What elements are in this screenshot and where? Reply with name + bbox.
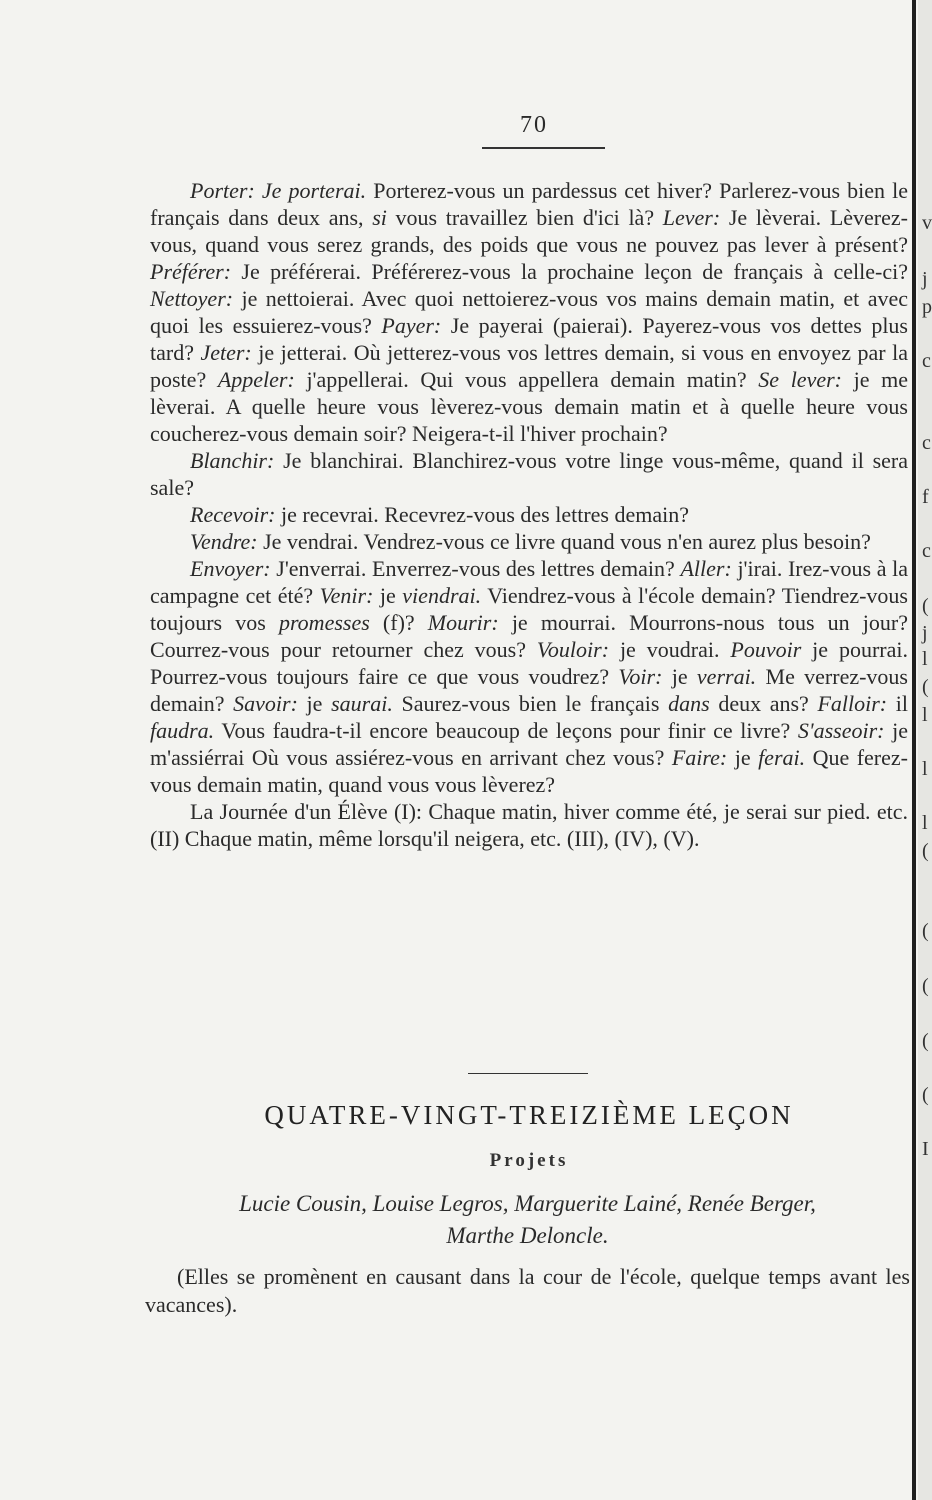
italic-term: Appeler:: [217, 367, 295, 392]
facing-page-letter: (: [922, 676, 929, 698]
text-run: (f)?: [369, 610, 428, 635]
text-run: Je préférerai. Préférerez-vous la prochaine leçon de français à celle-ci?: [231, 259, 908, 284]
italic-term: Jeter:: [200, 340, 252, 365]
body-paragraph: [150, 555, 908, 798]
italic-term: faudra.: [150, 718, 215, 743]
text-run: deux ans?: [709, 691, 818, 716]
italic-term: Lever:: [662, 205, 721, 230]
italic-term: Payer:: [381, 313, 442, 338]
text-run: je: [727, 745, 759, 770]
facing-page-letter: j: [922, 268, 928, 290]
italic-term: Pouvoir: [730, 637, 802, 662]
lesson-body-text: [150, 177, 908, 852]
text-run: je: [373, 583, 403, 608]
italic-term: dans: [668, 691, 710, 716]
italic-term: Aller:: [680, 556, 732, 581]
body-paragraph: [150, 528, 908, 555]
italic-term: Blanchir:: [190, 448, 275, 473]
facing-page-letter: I: [922, 1138, 929, 1160]
text-run: je voudrai.: [609, 637, 731, 662]
facing-page-letter: p: [922, 296, 932, 318]
section-divider: [468, 1073, 588, 1074]
body-paragraph: [150, 177, 908, 447]
lesson-subtitle: Projets: [489, 1150, 569, 1171]
facing-page-letter: j: [922, 622, 928, 644]
italic-term: promesses: [278, 610, 370, 635]
body-paragraph: [150, 501, 908, 528]
text-run: je m'assiérrai Où vous assiérez-vous en arrivant chez vous?: [150, 718, 908, 770]
facing-page-letter: l: [922, 704, 928, 726]
character-list-line: Marthe Deloncle.: [446, 1223, 609, 1248]
text-run: je nettoierai. Avec quoi nettoierez-vous vos mains demain matin, et avec quoi les essuierez-vous?: [150, 286, 908, 338]
facing-page-letter: (: [922, 920, 929, 942]
italic-term: Faire:: [671, 745, 728, 770]
text-run: Saurez-vous bien le français: [392, 691, 669, 716]
italic-term: Mourir:: [427, 610, 499, 635]
italic-term: Envoyer:: [190, 556, 271, 581]
text-run: Vous faudra-t-il encore beaucoup de leçons pour finir ce livre?: [214, 718, 798, 743]
facing-page-letter: (: [922, 975, 929, 997]
page-number: 70: [520, 112, 548, 138]
italic-term: S'asseoir:: [797, 718, 885, 743]
italic-term: Recevoir:: [190, 502, 276, 527]
text-run: La Journée d'un Élève (I): Chaque matin, hiver comme été, je serai sur pied. etc. (II) Chaque matin, même lorsqu'il neigera, etc. (III), (IV), (V).: [150, 799, 908, 851]
facing-page-letter: c: [922, 432, 931, 454]
italic-term: saurai.: [331, 691, 393, 716]
italic-term: Nettoyer:: [150, 286, 234, 311]
body-paragraph: [150, 798, 908, 852]
italic-term: Falloir:: [817, 691, 888, 716]
italic-term: Vendre:: [190, 529, 258, 554]
italic-term: Vouloir:: [536, 637, 610, 662]
text-run: je me lèverai. A quelle heure vous lèverez-vous demain matin et à quelle heure vous coucherez-vous demain soir? Neigera-t-il l'hiver prochain?: [150, 367, 908, 446]
text-run: J'enverrai. Enverrez-vous des lettres demain?: [270, 556, 681, 581]
italic-term: Porter: Je porterai.: [190, 178, 367, 203]
facing-page-letter: c: [922, 350, 931, 372]
text-run: je: [297, 691, 332, 716]
text-run: vous travaillez bien d'ici là?: [386, 205, 663, 230]
italic-term: Préférer:: [150, 259, 232, 284]
italic-term: verrai.: [696, 664, 757, 689]
text-run: Je vendrai. Vendrez-vous ce livre quand vous n'en aurez plus besoin?: [257, 529, 871, 554]
text-run: Je lèverai. Lèverez-vous, quand vous serez grands, des poids que vous ne pouvez pas lever à présent?: [150, 205, 908, 257]
italic-term: Venir:: [319, 583, 374, 608]
facing-page-letter: l: [922, 648, 928, 670]
italic-term: si: [372, 205, 387, 230]
text-run: Viendrez-vous à l'école demain? Tiendrez-vous toujours vos: [150, 583, 908, 635]
stage-direction: (Elles se promènent en causant dans la cour de l'école, quelque temps avant les vacances).: [145, 1264, 910, 1317]
facing-page-letter: (: [922, 595, 929, 617]
facing-page-letter: (: [922, 1084, 929, 1106]
facing-page-letter: v: [922, 212, 932, 234]
text-run: j'appellerai. Qui vous appellera demain matin?: [294, 367, 759, 392]
text-run: Porterez-vous un pardessus cet hiver? Parlerez-vous bien le français dans deux ans,: [150, 178, 909, 230]
italic-term: Savoir:: [233, 691, 298, 716]
italic-term: viendrai.: [402, 583, 482, 608]
character-list: [145, 1188, 910, 1252]
facing-page-letter: c: [922, 540, 931, 562]
italic-term: ferai.: [758, 745, 806, 770]
text-run: je jetterai. Où jetterez-vous vos lettres demain, si vous en envoyez par la poste?: [150, 340, 908, 392]
text-run: Me verrez-vous demain?: [150, 664, 908, 716]
facing-page-letter: l: [922, 758, 928, 780]
text-run: j'irai. Irez-vous à la campagne cet été?: [150, 556, 908, 608]
lesson-title: QUATRE-VINGT-TREIZIÈME LEÇON: [264, 1100, 794, 1130]
text-run: Que ferez-vous demain matin, quand vous vous lèverez?: [150, 745, 908, 797]
header-rule: [482, 147, 605, 149]
body-paragraph: [150, 447, 908, 501]
text-run: Je blanchirai. Blanchirez-vous votre linge vous-même, quand il sera sale?: [150, 448, 908, 500]
facing-page-letter: (: [922, 1030, 929, 1052]
italic-term: Voir:: [618, 664, 663, 689]
text-run: je mourrai. Mourrons-nous tous un jour? Courrez-vous pour retourner chez vous?: [150, 610, 908, 662]
text-run: je pourrai. Pourrez-vous toujours faire ce que vous voudrez?: [150, 637, 909, 689]
text-run: je recevrai. Recevrez-vous des lettres demain?: [275, 502, 690, 527]
page-gutter-line: [912, 0, 916, 1500]
text-run: je: [662, 664, 697, 689]
facing-page-letter: f: [922, 486, 929, 508]
facing-page-letter: (: [922, 840, 929, 862]
text-run: il: [887, 691, 908, 716]
facing-page-letter: l: [922, 812, 928, 834]
italic-term: Se lever:: [758, 367, 842, 392]
character-list-line: Lucie Cousin, Louise Legros, Marguerite Lainé, Renée Berger,: [239, 1191, 816, 1216]
text-run: Je payerai (paierai). Payerez-vous vos dettes plus tard?: [150, 313, 908, 365]
